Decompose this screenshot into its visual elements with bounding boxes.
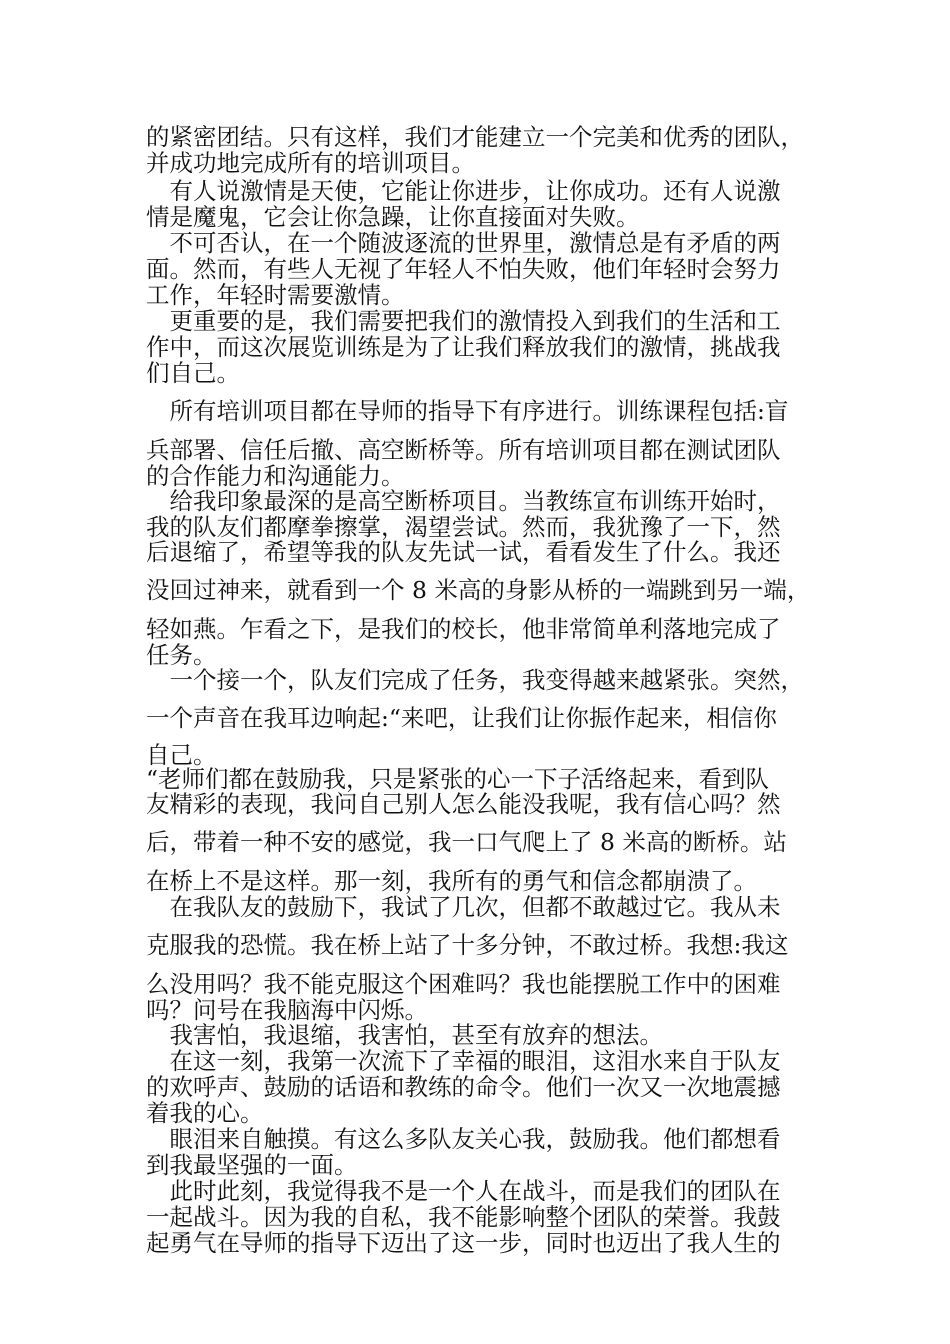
text-line: 所有培训项目都在导师的指导下有序进行。训练课程包括:盲 [146,397,789,425]
text-line: 到我最坚强的一面。 [146,1151,358,1179]
text-line: 情是魔鬼，它会让你急躁，让你直接面对失败。 [146,203,640,231]
text-line: 们自己。 [146,359,240,387]
text-line: 更重要的是，我们需要把我们的激情投入到我们的生活和工 [146,307,781,335]
text-line: 一个声音在我耳边响起:“来吧，让我们让你振作起来，相信你 [146,704,777,732]
text-line: 兵部署、信任后撤、高空断桥等。所有培训项目都在测试团队 [146,436,781,464]
text-line: 后，带着一种不安的感觉，我一口气爬上了 8 米高的断桥。站 [146,828,787,856]
text-line: 面。然而，有些人无视了年轻人不怕失败，他们年轻时会努力 [146,255,781,283]
text-line: 给我印象最深的是高空断桥项目。当教练宣布训练开始时， [146,487,781,515]
text-line: 有人说激情是天使，它能让你进步，让你成功。还有人说激 [146,177,781,205]
text-line: 在桥上不是这样。那一刻，我所有的勇气和信念都崩溃了。 [146,867,757,895]
text-line: 在这一刻，我第一次流下了幸福的眼泪，这泪水来自于队友 [146,1047,781,1075]
text-line: 此时此刻，我觉得我不是一个人在战斗，而是我们的团队在 [146,1177,781,1205]
text-line: 不可否认，在一个随波逐流的世界里，激情总是有矛盾的两 [146,229,781,257]
text-line: 后退缩了，希望等我的队友先试一试，看看发生了什么。我还 [146,538,781,566]
text-line: 轻如燕。乍看之下，是我们的校长，他非常简单利落地完成了 [146,615,781,643]
text-line: 我害怕，我退缩，我害怕，甚至有放弃的想法。 [146,1021,663,1049]
text-line: 我的队友们都摩拳擦掌，渴望尝试。然而，我犹豫了一下，然 [146,513,781,541]
text-line: 自己。 [146,741,217,769]
text-line: 么没用吗？我不能克服这个困难吗？我也能摆脱工作中的困难 [146,970,781,998]
text-line: 着我的心。 [146,1099,264,1127]
text-line: 一起战斗。因为我的自私，我不能影响整个团队的荣誉。我鼓 [146,1203,781,1231]
text-line: 作中，而这次展览训练是为了让我们释放我们的激情，挑战我 [146,333,781,361]
text-line: 眼泪来自触摸。有这么多队友关心我，鼓励我。他们都想看 [146,1125,781,1153]
text-line: 的欢呼声、鼓励的话语和教练的命令。他们一次又一次地震撼 [146,1073,781,1101]
text-line: “老师们都在鼓励我，只是紧张的心一下子活络起来，看到队 [146,765,770,793]
text-line: 没回过神来，就看到一个 8 米高的身影从桥的一端跳到另一端， [146,576,811,604]
text-line: 的合作能力和沟通能力。 [146,462,405,490]
text-line: 友精彩的表现，我问自己别人怎么能没我呢，我有信心吗？然 [146,790,781,818]
text-line: 工作，年轻时需要激情。 [146,281,405,309]
text-line: 的紧密团结。只有这样，我们才能建立一个完美和优秀的团队， [146,123,804,151]
text-line: 一个接一个，队友们完成了任务，我变得越来越紧张。突然， [146,666,804,694]
text-line: 起勇气在导师的指导下迈出了这一步，同时也迈出了我人生的 [146,1229,781,1257]
text-line: 在我队友的鼓励下，我试了几次，但都不敢越过它。我从未 [146,893,781,921]
text-line: 任务。 [146,641,217,669]
text-line: 克服我的恐慌。我在桥上站了十多分钟，不敢过桥。我想:我这 [146,931,789,959]
text-line: 吗？问号在我脑海中闪烁。 [146,996,428,1024]
text-line: 并成功地完成所有的培训项目。 [146,149,475,177]
